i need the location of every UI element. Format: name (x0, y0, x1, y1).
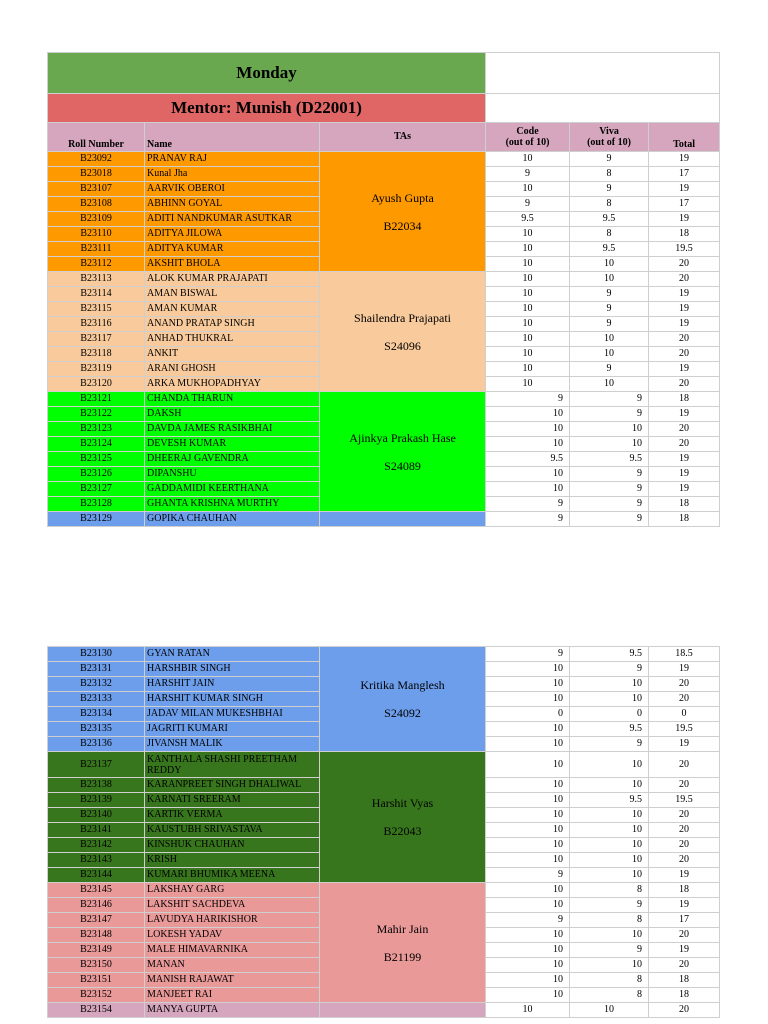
viva-score-cell: 8 (570, 988, 649, 1003)
ta-id: S24096 (384, 338, 421, 353)
roll-number-cell: B23108 (48, 197, 145, 212)
roll-number-cell: B23122 (48, 407, 145, 422)
roll-number-cell: B23142 (48, 838, 145, 853)
total-score-cell: 20 (649, 257, 720, 272)
total-score-cell: 19 (649, 362, 720, 377)
viva-score-cell: 9 (570, 407, 649, 422)
code-score-cell: 10 (486, 737, 570, 752)
roll-number-cell: B23112 (48, 257, 145, 272)
viva-score-cell: 9 (570, 662, 649, 677)
name-cell: GADDAMIDI KEERTHANA (145, 482, 320, 497)
roll-number-cell: B23152 (48, 988, 145, 1003)
total-score-cell: 20 (649, 377, 720, 392)
roll-number-cell: B23139 (48, 793, 145, 808)
viva-score-cell: 8 (570, 973, 649, 988)
total-score-cell: 19.5 (649, 722, 720, 737)
viva-score-cell: 10 (570, 257, 649, 272)
code-score-cell: 9 (486, 647, 570, 662)
total-score-cell: 19 (649, 868, 720, 883)
roll-number-cell: B23137 (48, 752, 145, 778)
viva-score-cell: 0 (570, 707, 649, 722)
name-cell: HARSHBIR SINGH (145, 662, 320, 677)
grades-table-1 (47, 52, 720, 527)
code-score-cell: 10 (486, 422, 570, 437)
name-cell: ADITYA JILOWA (145, 227, 320, 242)
name-cell: GHANTA KRISHNA MURTHY (145, 497, 320, 512)
name-cell: DEVESH KUMAR (145, 437, 320, 452)
total-score-cell: 19.5 (649, 242, 720, 257)
total-score-cell: 19 (649, 212, 720, 227)
roll-number-cell: B23131 (48, 662, 145, 677)
name-cell: MANISH RAJAWAT (145, 973, 320, 988)
total-score-cell: 19 (649, 662, 720, 677)
roll-number-cell: B23135 (48, 722, 145, 737)
name-cell: KANTHALA SHASHI PREETHAM REDDY (145, 752, 320, 778)
code-score-cell: 10 (486, 242, 570, 257)
name-cell: HARSHIT JAIN (145, 677, 320, 692)
roll-number-cell: B23146 (48, 898, 145, 913)
header-viva (570, 123, 649, 152)
viva-score-cell: 10 (570, 692, 649, 707)
total-score-cell: 19 (649, 943, 720, 958)
total-score-cell: 20 (649, 272, 720, 287)
ta-name: Mahir Jain (376, 921, 429, 936)
roll-number-cell: B23128 (48, 497, 145, 512)
total-score-cell: 20 (649, 422, 720, 437)
total-score-cell: 20 (649, 823, 720, 838)
roll-number-cell: B23138 (48, 778, 145, 793)
name-cell: KARTIK VERMA (145, 808, 320, 823)
name-cell: DAKSH (145, 407, 320, 422)
day-title: Monday (48, 53, 486, 94)
header-tas: TAs (320, 123, 486, 152)
name-cell: ABHINN GOYAL (145, 197, 320, 212)
header-code-line2: (out of 10) (505, 137, 550, 148)
roll-number-cell: B23116 (48, 317, 145, 332)
ta-cell (320, 752, 486, 883)
name-cell: GOPIKA CHAUHAN (145, 512, 320, 527)
name-cell: PRANAV RAJ (145, 152, 320, 167)
viva-score-cell: 9 (570, 943, 649, 958)
total-score-cell: 18 (649, 512, 720, 527)
ta-name: Shailendra Prajapati (354, 310, 451, 325)
name-cell: AKSHIT BHOLA (145, 257, 320, 272)
roll-number-cell: B23145 (48, 883, 145, 898)
viva-score-cell: 8 (570, 167, 649, 182)
name-cell: DIPANSHU (145, 467, 320, 482)
total-score-cell: 20 (649, 677, 720, 692)
viva-score-cell: 9 (570, 152, 649, 167)
viva-score-cell: 10 (570, 422, 649, 437)
viva-score-cell: 9 (570, 392, 649, 407)
viva-score-cell: 8 (570, 197, 649, 212)
viva-score-cell: 10 (570, 868, 649, 883)
header-roll-number: Roll Number (48, 123, 145, 152)
name-cell: Kunal Jha (145, 167, 320, 182)
code-score-cell: 10 (486, 437, 570, 452)
code-score-cell: 9 (486, 392, 570, 407)
code-score-cell: 10 (486, 722, 570, 737)
code-score-cell: 10 (486, 943, 570, 958)
code-score-cell: 10 (486, 823, 570, 838)
name-cell: AMAN BISWAL (145, 287, 320, 302)
total-score-cell: 19 (649, 452, 720, 467)
empty-cell (486, 53, 720, 94)
ta-id: B21199 (383, 949, 422, 964)
table-row (48, 392, 720, 407)
code-score-cell: 10 (486, 988, 570, 1003)
total-score-cell: 19 (649, 407, 720, 422)
code-score-cell: 10 (486, 377, 570, 392)
roll-number-cell: B23113 (48, 272, 145, 287)
name-cell: JIVANSH MALIK (145, 737, 320, 752)
viva-score-cell: 9 (570, 302, 649, 317)
viva-score-cell: 9 (570, 317, 649, 332)
code-score-cell: 10 (486, 752, 570, 778)
ta-cell (320, 1003, 486, 1018)
total-score-cell: 20 (649, 332, 720, 347)
name-cell: KARANPREET SINGH DHALIWAL (145, 778, 320, 793)
total-score-cell: 20 (649, 778, 720, 793)
viva-score-cell: 9 (570, 898, 649, 913)
name-cell: ARKA MUKHOPADHYAY (145, 377, 320, 392)
roll-number-cell: B23143 (48, 853, 145, 868)
code-score-cell: 9 (486, 913, 570, 928)
roll-number-cell: B23136 (48, 737, 145, 752)
viva-score-cell: 8 (570, 913, 649, 928)
name-cell: JADAV MILAN MUKESHBHAI (145, 707, 320, 722)
code-score-cell: 10 (486, 973, 570, 988)
code-score-cell: 10 (486, 362, 570, 377)
total-score-cell: 19 (649, 302, 720, 317)
total-score-cell: 20 (649, 692, 720, 707)
total-score-cell: 20 (649, 808, 720, 823)
roll-number-cell: B23149 (48, 943, 145, 958)
roll-number-cell: B23111 (48, 242, 145, 257)
empty-cell (486, 94, 720, 123)
viva-score-cell: 9 (570, 467, 649, 482)
total-score-cell: 20 (649, 928, 720, 943)
name-cell: MANYA GUPTA (145, 1003, 320, 1018)
viva-score-cell: 10 (570, 1003, 649, 1018)
code-score-cell: 10 (486, 482, 570, 497)
roll-number-cell: B23141 (48, 823, 145, 838)
ta-id: B22043 (383, 824, 422, 838)
table-row (48, 752, 720, 778)
roll-number-cell: B23132 (48, 677, 145, 692)
code-score-cell: 10 (486, 1003, 570, 1018)
roll-number-cell: B23120 (48, 377, 145, 392)
viva-score-cell: 9.5 (570, 452, 649, 467)
total-score-cell: 19 (649, 467, 720, 482)
header-code (486, 123, 570, 152)
viva-score-cell: 9.5 (570, 647, 649, 662)
code-score-cell: 10 (486, 677, 570, 692)
name-cell: AMAN KUMAR (145, 302, 320, 317)
total-score-cell: 17 (649, 197, 720, 212)
roll-number-cell: B23124 (48, 437, 145, 452)
name-cell: KAUSTUBH SRIVASTAVA (145, 823, 320, 838)
total-score-cell: 20 (649, 958, 720, 973)
total-score-cell: 18 (649, 392, 720, 407)
roll-number-cell: B23140 (48, 808, 145, 823)
roll-number-cell: B23092 (48, 152, 145, 167)
ta-cell (320, 272, 486, 392)
ta-name: Ajinkya Prakash Hase (349, 430, 456, 445)
viva-score-cell: 10 (570, 958, 649, 973)
viva-score-cell: 10 (570, 347, 649, 362)
ta-id: B22034 (383, 218, 422, 233)
total-score-cell: 20 (649, 838, 720, 853)
roll-number-cell: B23134 (48, 707, 145, 722)
total-score-cell: 19 (649, 317, 720, 332)
code-score-cell: 10 (486, 332, 570, 347)
name-cell: CHANDA THARUN (145, 392, 320, 407)
name-cell: JAGRITI KUMARI (145, 722, 320, 737)
code-score-cell: 10 (486, 347, 570, 362)
total-score-cell: 19 (649, 737, 720, 752)
code-score-cell: 10 (486, 227, 570, 242)
viva-score-cell: 10 (570, 928, 649, 943)
table-row (48, 883, 720, 898)
viva-score-cell: 8 (570, 227, 649, 242)
ta-cell (320, 392, 486, 512)
name-cell: DAVDA JAMES RASIKBHAI (145, 422, 320, 437)
ta-id: S24092 (384, 706, 421, 720)
total-score-cell: 17 (649, 167, 720, 182)
table-row (48, 152, 720, 167)
roll-number-cell: B23123 (48, 422, 145, 437)
code-score-cell: 10 (486, 407, 570, 422)
code-score-cell: 10 (486, 467, 570, 482)
name-cell: MALE HIMAVARNIKA (145, 943, 320, 958)
viva-score-cell: 10 (570, 332, 649, 347)
viva-score-cell: 10 (570, 377, 649, 392)
grades-table-2 (47, 646, 720, 1018)
code-score-cell: 10 (486, 958, 570, 973)
viva-score-cell: 10 (570, 778, 649, 793)
viva-score-cell: 10 (570, 853, 649, 868)
total-score-cell: 18 (649, 973, 720, 988)
table-row (48, 1003, 720, 1018)
name-cell: LAVUDYA HARIKISHOR (145, 913, 320, 928)
roll-number-cell: B23018 (48, 167, 145, 182)
viva-score-cell: 8 (570, 883, 649, 898)
code-score-cell: 10 (486, 287, 570, 302)
total-score-cell: 19 (649, 287, 720, 302)
viva-score-cell: 9 (570, 497, 649, 512)
roll-number-cell: B23107 (48, 182, 145, 197)
roll-number-cell: B23148 (48, 928, 145, 943)
table-row (48, 272, 720, 287)
roll-number-cell: B23130 (48, 647, 145, 662)
ta-name: Harshit Vyas (371, 796, 434, 810)
viva-score-cell: 9 (570, 182, 649, 197)
roll-number-cell: B23110 (48, 227, 145, 242)
viva-score-cell: 10 (570, 838, 649, 853)
viva-score-cell: 9 (570, 362, 649, 377)
roll-number-cell: B23144 (48, 868, 145, 883)
total-score-cell: 20 (649, 437, 720, 452)
code-score-cell: 0 (486, 707, 570, 722)
roll-number-cell: B23117 (48, 332, 145, 347)
name-cell: ADITI NANDKUMAR ASUTKAR (145, 212, 320, 227)
code-score-cell: 10 (486, 808, 570, 823)
code-score-cell: 10 (486, 898, 570, 913)
code-score-cell: 10 (486, 928, 570, 943)
name-cell: GYAN RATAN (145, 647, 320, 662)
total-score-cell: 20 (649, 853, 720, 868)
code-score-cell: 10 (486, 317, 570, 332)
header-total: Total (649, 123, 720, 152)
name-cell: MANAN (145, 958, 320, 973)
viva-score-cell: 10 (570, 808, 649, 823)
code-score-cell: 9 (486, 197, 570, 212)
header-viva-line1: Viva (599, 126, 619, 137)
name-cell: LAKSHIT SACHDEVA (145, 898, 320, 913)
code-score-cell: 10 (486, 662, 570, 677)
roll-number-cell: B23125 (48, 452, 145, 467)
name-cell: ARANI GHOSH (145, 362, 320, 377)
ta-name: Kritika Manglesh (360, 678, 445, 692)
table-row (48, 512, 720, 527)
table-row (48, 647, 720, 662)
code-score-cell: 9 (486, 497, 570, 512)
code-score-cell: 10 (486, 778, 570, 793)
roll-number-cell: B23151 (48, 973, 145, 988)
code-score-cell: 10 (486, 883, 570, 898)
name-cell: LAKSHAY GARG (145, 883, 320, 898)
code-score-cell: 9 (486, 512, 570, 527)
name-cell: DHEERAJ GAVENDRA (145, 452, 320, 467)
total-score-cell: 18 (649, 883, 720, 898)
code-score-cell: 9.5 (486, 212, 570, 227)
code-score-cell: 9.5 (486, 452, 570, 467)
name-cell: ANAND PRATAP SINGH (145, 317, 320, 332)
name-cell: KRISH (145, 853, 320, 868)
roll-number-cell: B23118 (48, 347, 145, 362)
ta-id: S24089 (384, 458, 421, 473)
viva-score-cell: 9.5 (570, 793, 649, 808)
code-score-cell: 10 (486, 182, 570, 197)
code-score-cell: 10 (486, 853, 570, 868)
name-cell: LOKESH YADAV (145, 928, 320, 943)
viva-score-cell: 9 (570, 287, 649, 302)
ta-cell (320, 883, 486, 1003)
header-name: Name (145, 123, 320, 152)
name-cell: ADITYA KUMAR (145, 242, 320, 257)
roll-number-cell: B23119 (48, 362, 145, 377)
viva-score-cell: 10 (570, 272, 649, 287)
roll-number-cell: B23154 (48, 1003, 145, 1018)
code-score-cell: 10 (486, 257, 570, 272)
roll-number-cell: B23121 (48, 392, 145, 407)
total-score-cell: 20 (649, 347, 720, 362)
code-score-cell: 10 (486, 793, 570, 808)
viva-score-cell: 10 (570, 752, 649, 778)
viva-score-cell: 9 (570, 737, 649, 752)
viva-score-cell: 10 (570, 677, 649, 692)
viva-score-cell: 9 (570, 512, 649, 527)
total-score-cell: 18.5 (649, 647, 720, 662)
total-score-cell: 18 (649, 988, 720, 1003)
name-cell: AARVIK OBEROI (145, 182, 320, 197)
viva-score-cell: 9.5 (570, 242, 649, 257)
name-cell: ALOK KUMAR PRAJAPATI (145, 272, 320, 287)
name-cell: ANKIT (145, 347, 320, 362)
total-score-cell: 19.5 (649, 793, 720, 808)
ta-cell (320, 512, 486, 527)
viva-score-cell: 9.5 (570, 722, 649, 737)
code-score-cell: 10 (486, 272, 570, 287)
code-score-cell: 9 (486, 868, 570, 883)
code-score-cell: 9 (486, 167, 570, 182)
code-score-cell: 10 (486, 152, 570, 167)
name-cell: KARNATI SREERAM (145, 793, 320, 808)
roll-number-cell: B23150 (48, 958, 145, 973)
total-score-cell: 18 (649, 227, 720, 242)
roll-number-cell: B23133 (48, 692, 145, 707)
name-cell: KUMARI BHUMIKA MEENA (145, 868, 320, 883)
name-cell: KINSHUK CHAUHAN (145, 838, 320, 853)
total-score-cell: 19 (649, 482, 720, 497)
roll-number-cell: B23129 (48, 512, 145, 527)
code-score-cell: 10 (486, 838, 570, 853)
viva-score-cell: 10 (570, 437, 649, 452)
name-cell: ANHAD THUKRAL (145, 332, 320, 347)
ta-cell (320, 152, 486, 272)
roll-number-cell: B23127 (48, 482, 145, 497)
roll-number-cell: B23126 (48, 467, 145, 482)
viva-score-cell: 9.5 (570, 212, 649, 227)
code-score-cell: 10 (486, 692, 570, 707)
total-score-cell: 19 (649, 182, 720, 197)
mentor-title: Mentor: Munish (D22001) (48, 94, 486, 123)
total-score-cell: 18 (649, 497, 720, 512)
ta-cell (320, 647, 486, 752)
name-cell: MANJEET RAI (145, 988, 320, 1003)
total-score-cell: 19 (649, 898, 720, 913)
total-score-cell: 0 (649, 707, 720, 722)
roll-number-cell: B23114 (48, 287, 145, 302)
code-score-cell: 10 (486, 302, 570, 317)
total-score-cell: 17 (649, 913, 720, 928)
total-score-cell: 20 (649, 752, 720, 778)
name-cell: HARSHIT KUMAR SINGH (145, 692, 320, 707)
roll-number-cell: B23115 (48, 302, 145, 317)
viva-score-cell: 10 (570, 823, 649, 838)
viva-score-cell: 9 (570, 482, 649, 497)
total-score-cell: 20 (649, 1003, 720, 1018)
roll-number-cell: B23147 (48, 913, 145, 928)
total-score-cell: 19 (649, 152, 720, 167)
header-viva-line2: (out of 10) (587, 137, 631, 148)
roll-number-cell: B23109 (48, 212, 145, 227)
ta-name: Ayush Gupta (371, 190, 434, 205)
header-code-line1: Code (516, 126, 539, 137)
